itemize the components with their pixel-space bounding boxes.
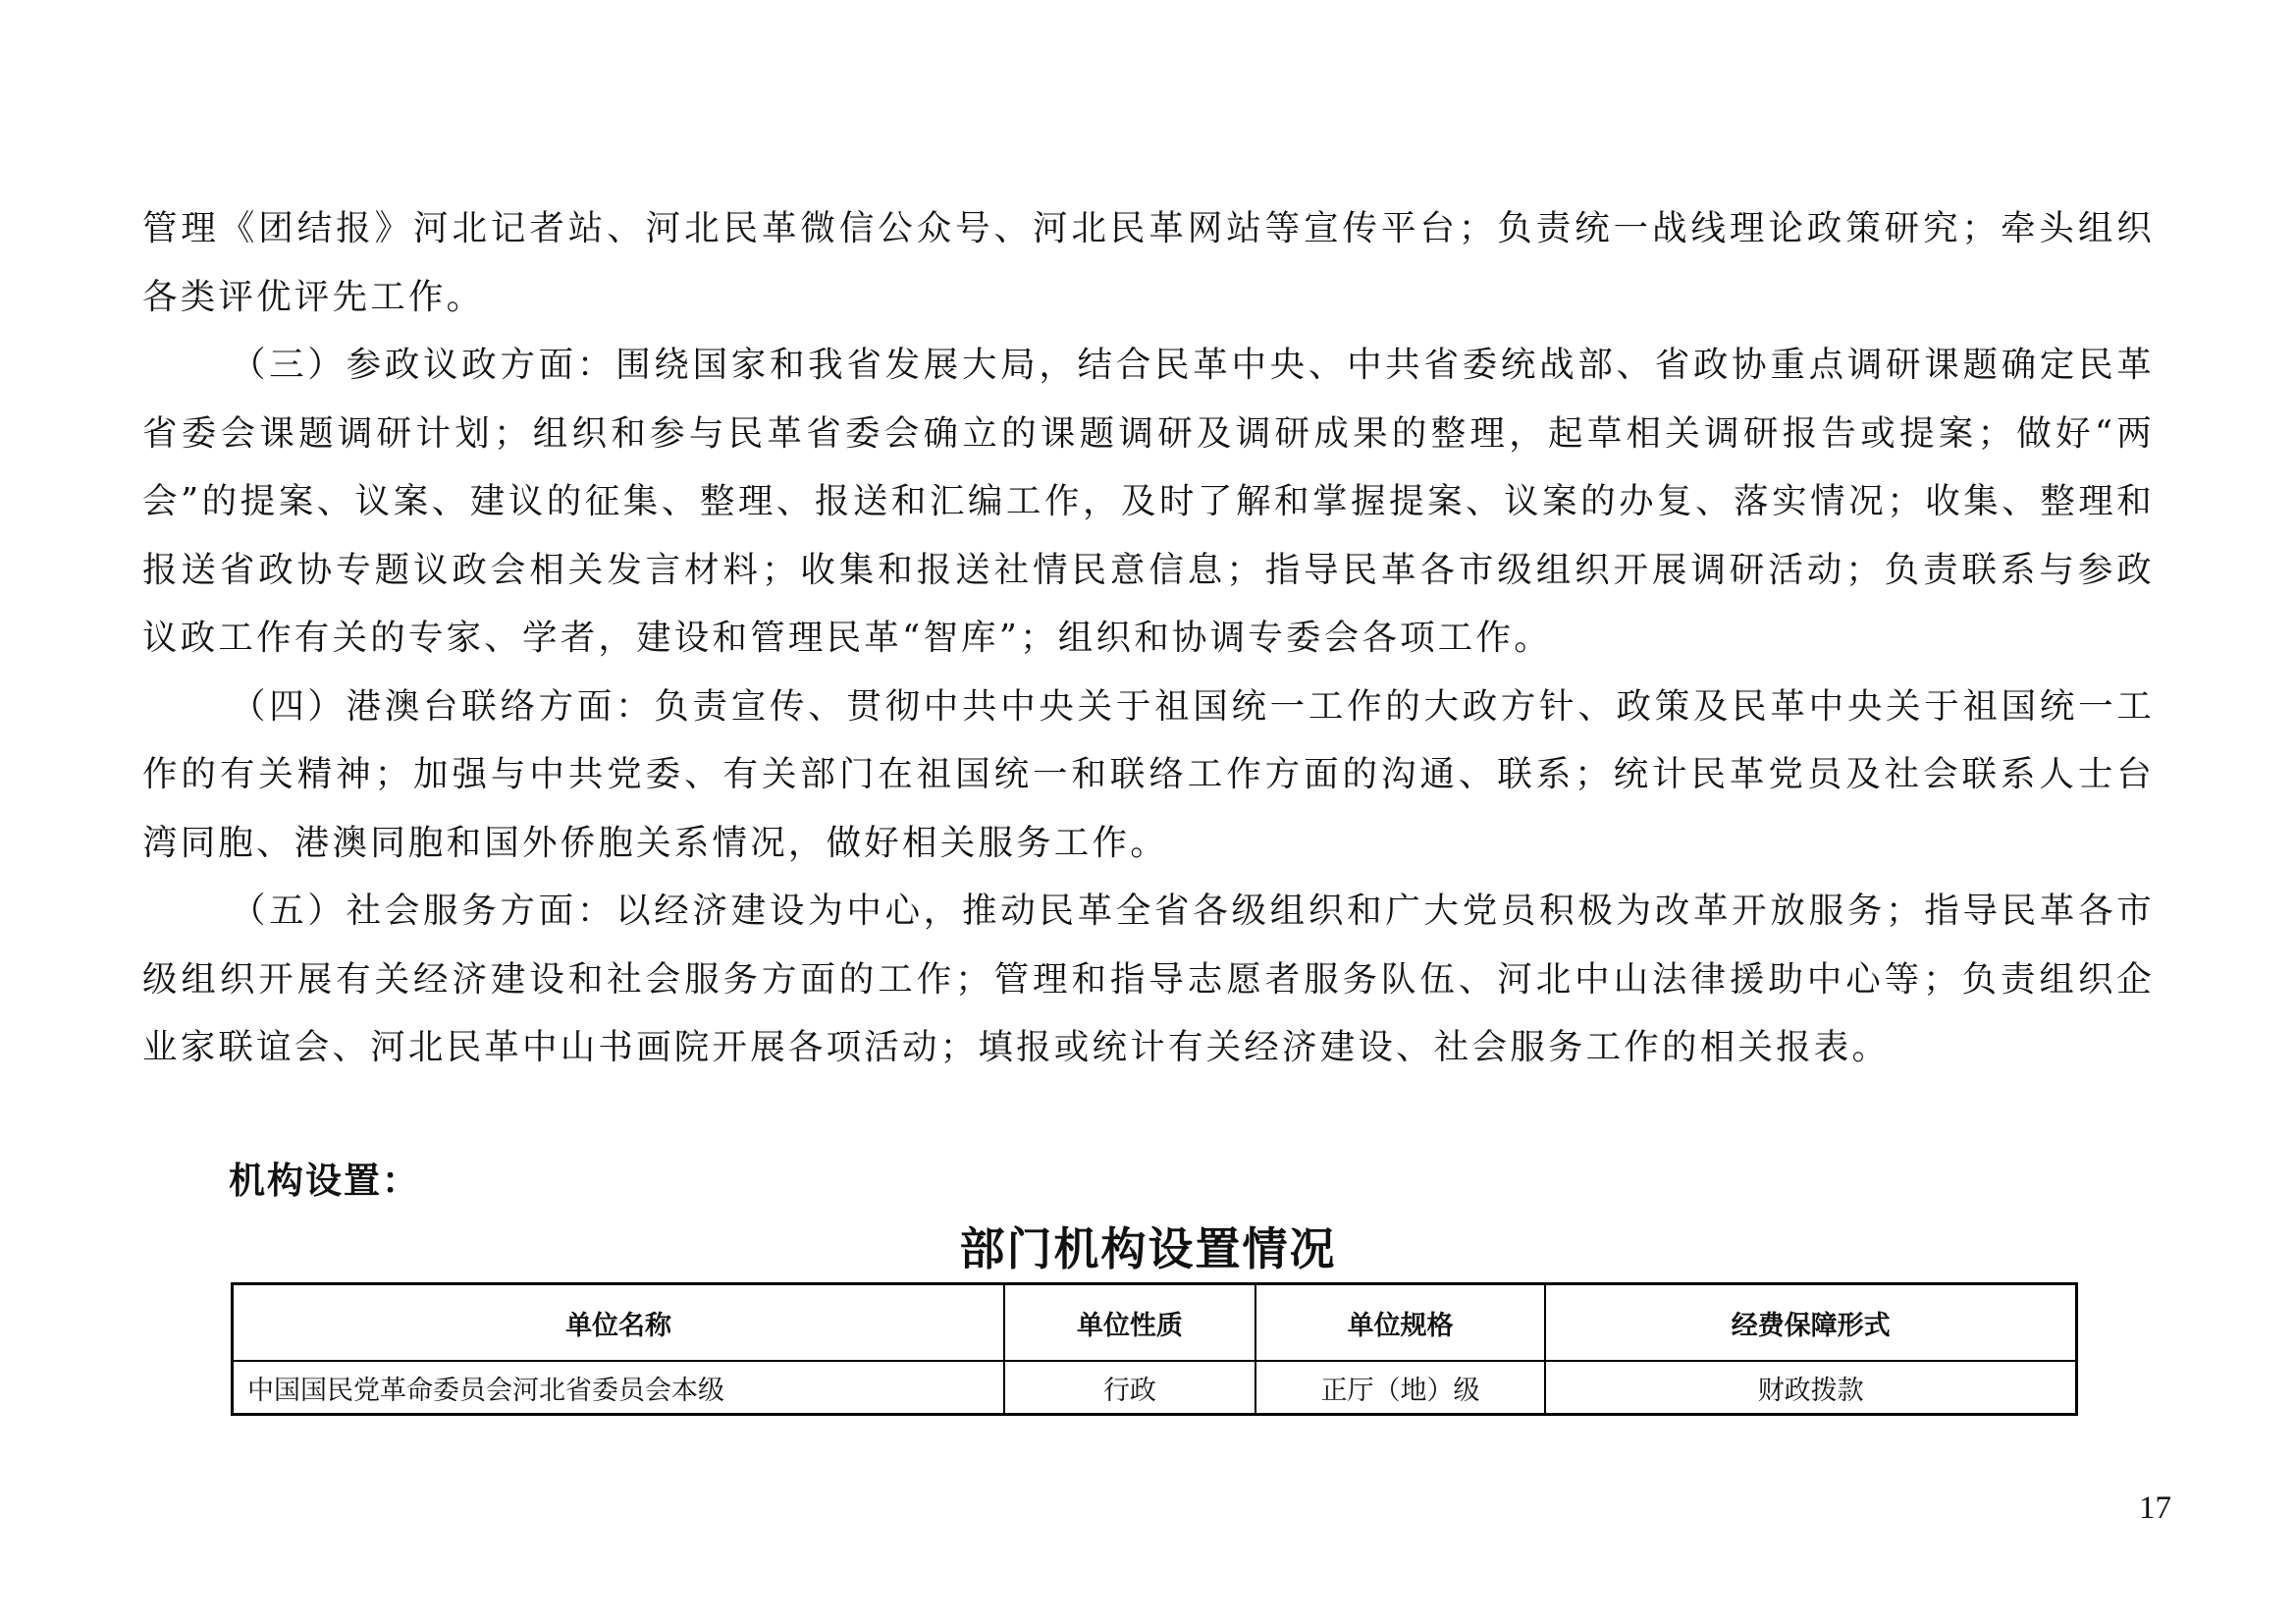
paragraph-hk-macau-taiwan-liaison: （四）港澳台联络方面：负责宣传、贯彻中共中央关于祖国统一工作的大政方针、政策及民革中央关于祖国统一工作的有关精神；加强与中共党委、有关部门在祖国统一和联络工作方面的沟通、联系；统计民革党员及社会联系人士台湾同胞、港澳同胞和国外侨胞关系情况，做好相关服务工作。 [142, 685, 2155, 863]
cell-unit-rank: 正厅（地）级 [1255, 1361, 1546, 1415]
header-unit-nature: 单位性质 [1004, 1284, 1255, 1362]
organization-table [231, 1282, 2078, 1416]
body-text [142, 194, 2155, 1082]
paragraph-social-services: （五）社会服务方面：以经济建设为中心，推动民革全省各级组织和广大党员积极为改革开放服务；指导民革各市级组织开展有关经济建设和社会服务方面的工作；管理和指导志愿者服务队伍、河北中山法律援助中心等；负责组织企业家联谊会、河北民革中山书画院开展各项活动；填报或统计有关经济建设、社会服务工作的相关报表。 [142, 891, 2155, 1067]
header-unit-name: 单位名称 [233, 1284, 1005, 1362]
cell-unit-nature: 行政 [1004, 1361, 1255, 1415]
header-funding-form: 经费保障形式 [1545, 1284, 2076, 1362]
section-heading-organization: 机构设置： [229, 1160, 420, 1202]
cell-unit-name: 中国国民党革命委员会河北省委员会本级 [233, 1361, 1005, 1415]
paragraph-political-consultation: （三）参政议政方面：围绕国家和我省发展大局，结合民革中央、中共省委统战部、省政协重点调研课题确定民革省委会课题调研计划；组织和参与民革省委会确立的课题调研及调研成果的整理，起草相关调研报告或提案；做好“两会”的提案、议案、建议的征集、整理、报送和汇编工作，及时了解和掌握提案、议案的办复、落实情况；收集、整理和报送省政协专题议政会相关发言材料；收集和报送社情民意信息；指导民革各市级组织开展调研活动；负责联系与参政议政工作有关的专家、学者，建设和管理民革“智库”；组织和协调专委会各项工作。 [142, 345, 2155, 658]
table-header-row [233, 1284, 2077, 1362]
table-row [233, 1361, 2077, 1415]
page-number: 17 [2139, 1490, 2171, 1526]
cell-funding-form: 财政拨款 [1545, 1361, 2076, 1415]
header-unit-rank: 单位规格 [1255, 1284, 1546, 1362]
paragraph-publicity-continued: 管理《团结报》河北记者站、河北民革微信公众号、河北民革网站等宣传平台；负责统一战线理论政策研究；牵头组织各类评优评先工作。 [142, 208, 2155, 317]
table-title: 部门机构设置情况 [959, 1222, 1337, 1275]
